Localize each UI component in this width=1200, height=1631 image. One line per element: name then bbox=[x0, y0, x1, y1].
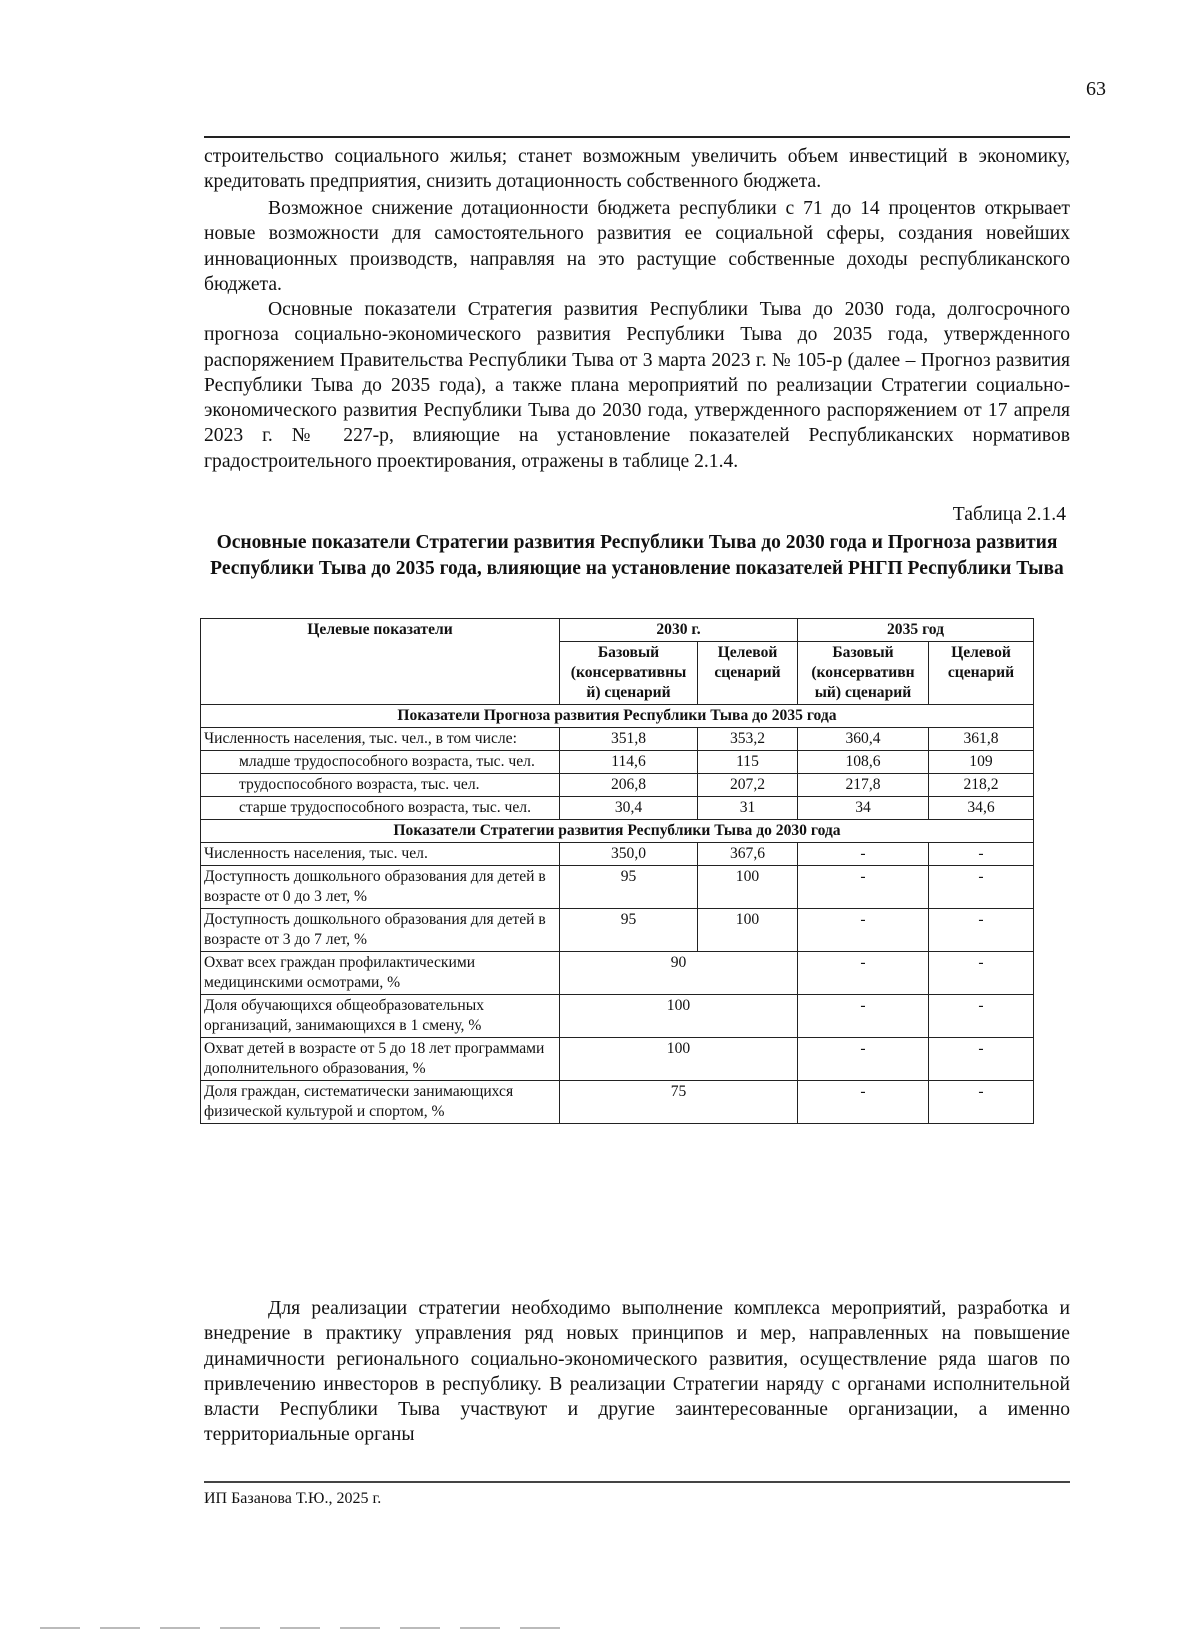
paragraph-text: Для реализации стратегии необходимо выполнение комплекса мероприятий, разработка и внедрение в практику управления ряд новых принципов и мер, направленных на повышение динамичности регионального социально-экономического развития, осуществление ряда шагов по привлечению инвесторов в республику. В реализации Стратегии наряду с органами исполнительной власти Республики Тыва участвуют и другие заинтересованные организации, а именно территориальные органы bbox=[204, 1298, 1070, 1446]
header-base-2030: Базовый (консервативны й) сценарий bbox=[560, 642, 698, 705]
cell-value: 108,6 bbox=[798, 751, 929, 774]
table-row bbox=[201, 797, 1034, 820]
cell-value: 30,4 bbox=[560, 797, 698, 820]
table-row bbox=[201, 995, 1034, 1038]
table-row bbox=[201, 728, 1034, 751]
cell-value: - bbox=[929, 1038, 1034, 1081]
header-divider bbox=[204, 136, 1070, 138]
cell-value: 100 bbox=[698, 866, 798, 909]
header-target-2035: Целевой сценарий bbox=[929, 642, 1034, 705]
paragraph-indicators bbox=[204, 297, 1070, 474]
cell-value: 360,4 bbox=[798, 728, 929, 751]
cell-value: - bbox=[798, 843, 929, 866]
section-title-forecast: Показатели Прогноза развития Республики Тыва до 2035 года bbox=[201, 705, 1034, 728]
cell-value: 31 bbox=[698, 797, 798, 820]
table-row bbox=[201, 866, 1034, 909]
header-base-2035: Базовый (консервативн ый) сценарий bbox=[798, 642, 929, 705]
cell-value-merged: 90 bbox=[560, 952, 798, 995]
cell-value: - bbox=[798, 1081, 929, 1124]
cell-value: 95 bbox=[560, 866, 698, 909]
table-row bbox=[201, 774, 1034, 797]
table-row bbox=[201, 909, 1034, 952]
footer-text: ИП Базанова Т.Ю., 2025 г. bbox=[204, 1490, 382, 1507]
table-row bbox=[201, 1081, 1034, 1124]
paragraph-continuation bbox=[204, 144, 1070, 195]
section-row bbox=[201, 705, 1034, 728]
row-label: старше трудоспособного возраста, тыс. чел. bbox=[201, 797, 560, 820]
section-title-strategy: Показатели Стратегии развития Республики Тыва до 2030 года bbox=[201, 820, 1034, 843]
header-target-2030: Целевой сценарий bbox=[698, 642, 798, 705]
cell-value: - bbox=[929, 1081, 1034, 1124]
row-label: Доля граждан, систематически занимающихся физической культурой и спортом, % bbox=[201, 1081, 560, 1124]
paragraph-text: Основные показатели Стратегия развития Республики Тыва до 2030 года, долгосрочного прогноза социально-экономического развития Республики Тыва до 2035 года, утвержденного распоряжением Правительства Республики Тыва от 3 марта 2023 г. № 105-р (далее – Прогноз развития Республики Тыва до 2035 года), а также плана мероприятий по реализации Стратегии социально-экономического развития Республики Тыва до 2030 года, утвержденного распоряжением от 17 апреля 2023 г. № 227-р, влияющие на установление показателей Республиканских нормативов градостроительного проектирования, отражены в таблице 2.1.4. bbox=[204, 299, 1070, 472]
cell-value: - bbox=[929, 952, 1034, 995]
row-label: Доступность дошкольного образования для детей в возрасте от 3 до 7 лет, % bbox=[201, 909, 560, 952]
scan-artifacts bbox=[40, 1627, 560, 1629]
cell-value: - bbox=[929, 995, 1034, 1038]
cell-value: 115 bbox=[698, 751, 798, 774]
cell-value: 109 bbox=[929, 751, 1034, 774]
table-caption: Таблица 2.1.4 bbox=[952, 504, 1066, 525]
row-label: Численность населения, тыс. чел., в том числе: bbox=[201, 728, 560, 751]
row-label: Численность населения, тыс. чел. bbox=[201, 843, 560, 866]
table-row bbox=[201, 751, 1034, 774]
cell-value: 114,6 bbox=[560, 751, 698, 774]
table-title: Основные показатели Стратегии развития Республики Тыва до 2030 года и Прогноза развития Республики Тыва до 2035 года, влияющие на установление показателей РНГП Республики Тыва bbox=[210, 532, 1064, 579]
cell-value-merged: 100 bbox=[560, 995, 798, 1038]
page-number: 63 bbox=[1086, 78, 1106, 100]
header-year-2035: 2035 год bbox=[798, 619, 1034, 642]
row-label: Охват детей в возрасте от 5 до 18 лет программами дополнительного образования, % bbox=[201, 1038, 560, 1081]
header-year-2030: 2030 г. bbox=[560, 619, 798, 642]
row-label: Охват всех граждан профилактическими медицинскими осмотрами, % bbox=[201, 952, 560, 995]
cell-value: 206,8 bbox=[560, 774, 698, 797]
cell-value: - bbox=[929, 909, 1034, 952]
paragraph-implementation bbox=[204, 1296, 1070, 1448]
cell-value: 207,2 bbox=[698, 774, 798, 797]
cell-value: - bbox=[798, 1038, 929, 1081]
table-row bbox=[201, 952, 1034, 995]
paragraph-subsidy bbox=[204, 196, 1070, 297]
cell-value: 95 bbox=[560, 909, 698, 952]
cell-value-merged: 75 bbox=[560, 1081, 798, 1124]
row-label: трудоспособного возраста, тыс. чел. bbox=[201, 774, 560, 797]
cell-value: - bbox=[798, 995, 929, 1038]
cell-value: 353,2 bbox=[698, 728, 798, 751]
row-label: младше трудоспособного возраста, тыс. чел. bbox=[201, 751, 560, 774]
cell-value: - bbox=[798, 909, 929, 952]
cell-value: 367,6 bbox=[698, 843, 798, 866]
cell-value: 350,0 bbox=[560, 843, 698, 866]
table-row bbox=[201, 843, 1034, 866]
section-row bbox=[201, 820, 1034, 843]
cell-value: 34,6 bbox=[929, 797, 1034, 820]
table-row bbox=[201, 1038, 1034, 1081]
table-header-row bbox=[201, 619, 1034, 642]
indicators-table bbox=[200, 618, 1034, 1124]
cell-value: 218,2 bbox=[929, 774, 1034, 797]
row-label: Доля обучающихся общеобразовательных организаций, занимающихся в 1 смену, % bbox=[201, 995, 560, 1038]
cell-value: 361,8 bbox=[929, 728, 1034, 751]
cell-value: 351,8 bbox=[560, 728, 698, 751]
cell-value: 34 bbox=[798, 797, 929, 820]
cell-value: - bbox=[798, 952, 929, 995]
header-indicator: Целевые показатели bbox=[201, 619, 560, 705]
cell-value: - bbox=[929, 843, 1034, 866]
cell-value: 100 bbox=[698, 909, 798, 952]
row-label: Доступность дошкольного образования для детей в возрасте от 0 до 3 лет, % bbox=[201, 866, 560, 909]
cell-value: - bbox=[929, 866, 1034, 909]
footer-divider bbox=[204, 1481, 1070, 1483]
cell-value: - bbox=[798, 866, 929, 909]
cell-value: 217,8 bbox=[798, 774, 929, 797]
paragraph-text: строительство социального жилья; станет возможным увеличить объем инвестиций в экономику, кредитовать предприятия, снизить дотационность собственного бюджета. bbox=[204, 146, 1070, 193]
cell-value-merged: 100 bbox=[560, 1038, 798, 1081]
paragraph-text: Возможное снижение дотационности бюджета республики с 71 до 14 процентов открывает новые возможности для самостоятельного развития ее социальной сферы, создания новейших инновационных производств, направляя на это растущие собственные доходы республиканского бюджета. bbox=[204, 198, 1070, 295]
